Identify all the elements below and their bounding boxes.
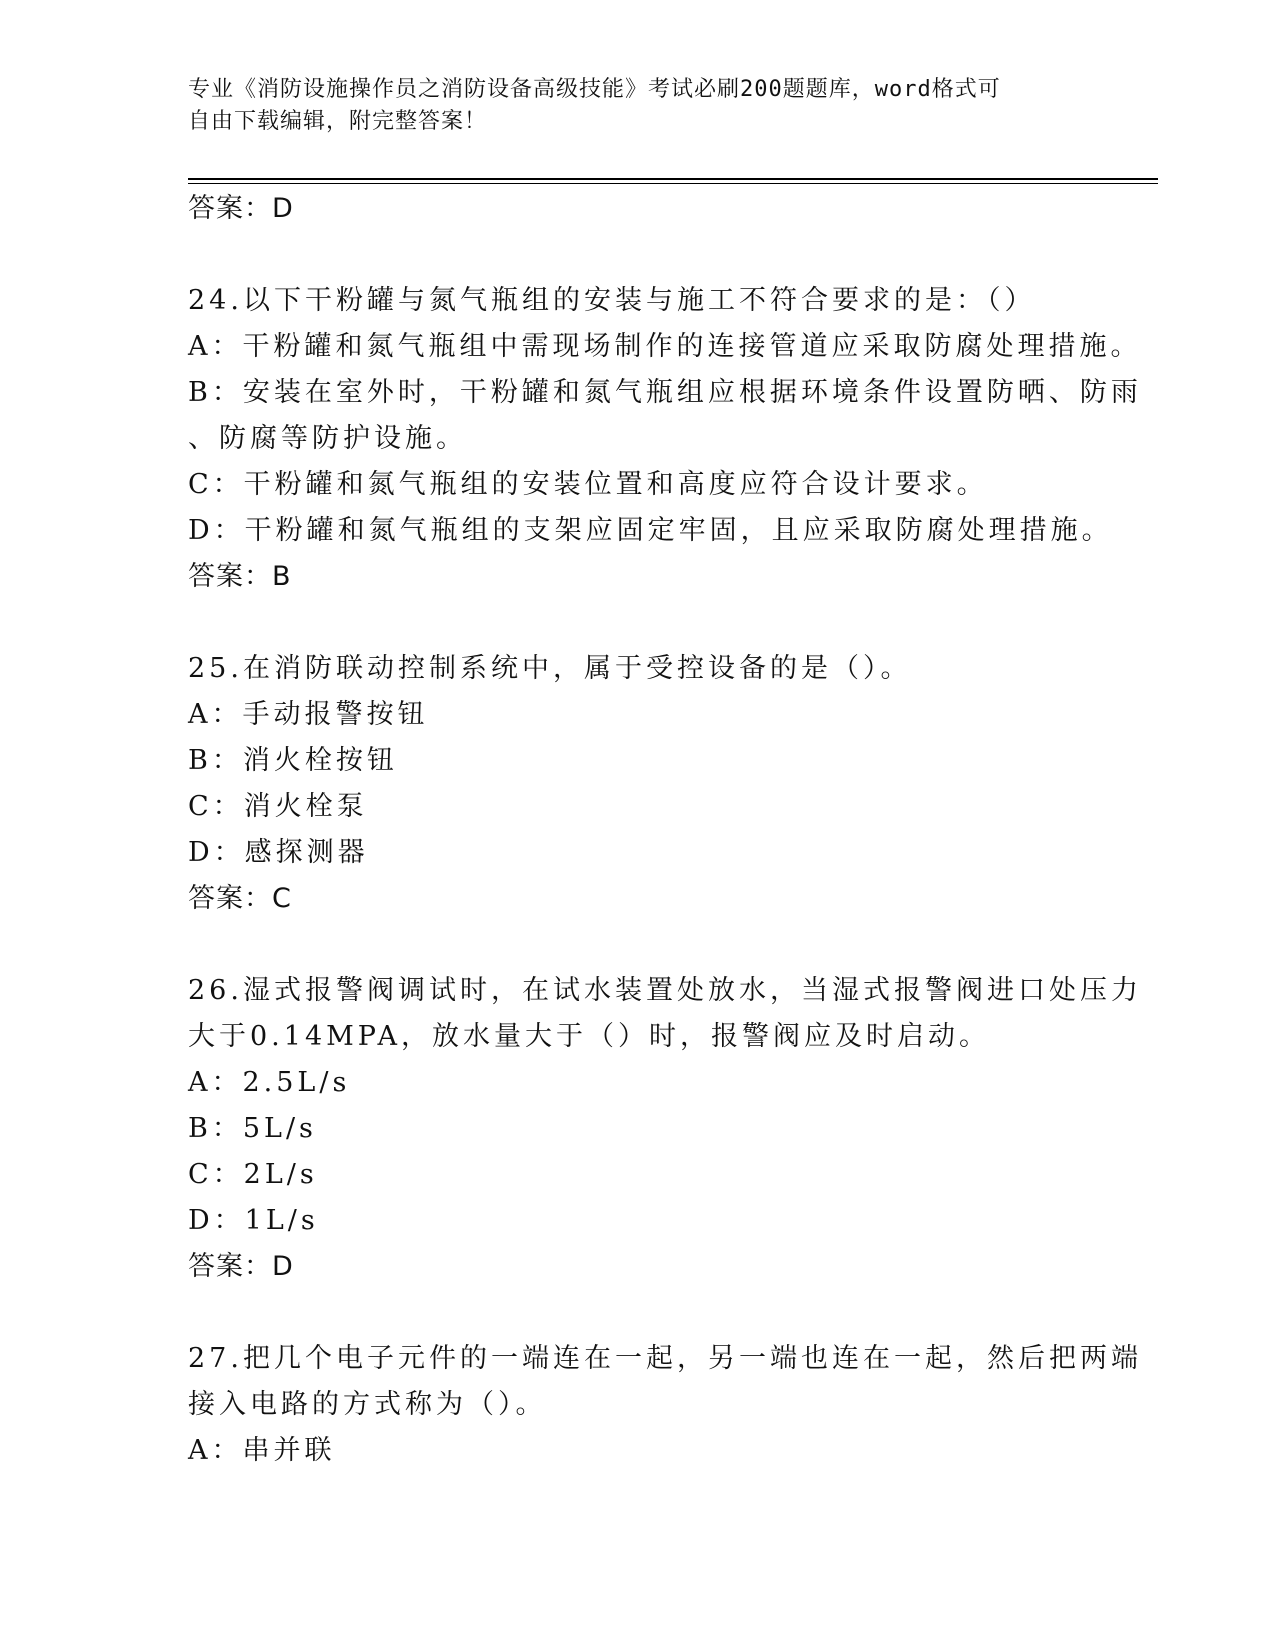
option-c: C：2L/s <box>188 1159 318 1190</box>
spacer <box>188 232 1088 278</box>
question-26 <box>188 968 1142 1290</box>
answer: 答案：B <box>188 561 292 592</box>
option-d: D：干粉罐和氮气瓶组的支架应固定牢固，且应采取防腐处理措施。 <box>188 515 1113 546</box>
option-c: C：干粉罐和氮气瓶组的安装位置和高度应符合设计要求。 <box>188 469 988 500</box>
question-stem: 25.在消防联动控制系统中，属于受控设备的是（）。 <box>188 653 912 684</box>
header-divider <box>188 178 1158 180</box>
question-stem-line-2: 大于0.14MPA，放水量大于（）时，报警阀应及时启动。 <box>188 1021 990 1052</box>
spacer <box>188 1290 1088 1336</box>
header-line-1: 专业《消防设施操作员之消防设备高级技能》考试必刷200题题库，word格式可 <box>188 77 1001 102</box>
question-stem-line-1: 27.把几个电子元件的一端连在一起，另一端也连在一起，然后把两端 <box>188 1343 1142 1374</box>
option-a: A：干粉罐和氮气瓶组中需现场制作的连接管道应采取防腐处理措施。 <box>188 331 1142 362</box>
question-stem-line-1: 26.湿式报警阀调试时，在试水装置处放水，当湿式报警阀进口处压力 <box>188 975 1142 1006</box>
option-d: D：1L/s <box>188 1205 319 1236</box>
question-24 <box>188 278 1142 600</box>
question-25 <box>188 646 1088 922</box>
option-b: B：5L/s <box>188 1113 317 1144</box>
previous-answer: 答案：D <box>188 193 294 224</box>
option-a: A：2.5L/s <box>188 1067 351 1098</box>
document-header <box>188 74 1078 138</box>
option-b <box>188 370 1142 462</box>
header-line-2: 自由下载编辑，附完整答案！ <box>188 109 488 134</box>
answer: 答案：C <box>188 883 292 914</box>
question-27 <box>188 1336 1142 1474</box>
option-c: C：消火栓泵 <box>188 791 368 822</box>
question-stem: 24.以下干粉罐与氮气瓶组的安装与施工不符合要求的是：（） <box>188 285 1036 316</box>
question-stem-line-2: 接入电路的方式称为（）。 <box>188 1389 547 1420</box>
answer: 答案：D <box>188 1251 294 1282</box>
spacer <box>188 922 1088 968</box>
option-b-line-1: B：安装在室外时，干粉罐和氮气瓶组应根据环境条件设置防晒、防雨 <box>188 377 1142 408</box>
option-a: A：手动报警按钮 <box>188 699 429 730</box>
option-b: B：消火栓按钮 <box>188 745 398 776</box>
option-b-line-2: 、防腐等防护设施。 <box>188 423 467 454</box>
spacer <box>188 600 1088 646</box>
question-list <box>188 186 1142 1474</box>
header-divider-thin <box>188 183 1158 184</box>
option-d: D：感探测器 <box>188 837 369 868</box>
option-a: A：串并联 <box>188 1435 336 1466</box>
